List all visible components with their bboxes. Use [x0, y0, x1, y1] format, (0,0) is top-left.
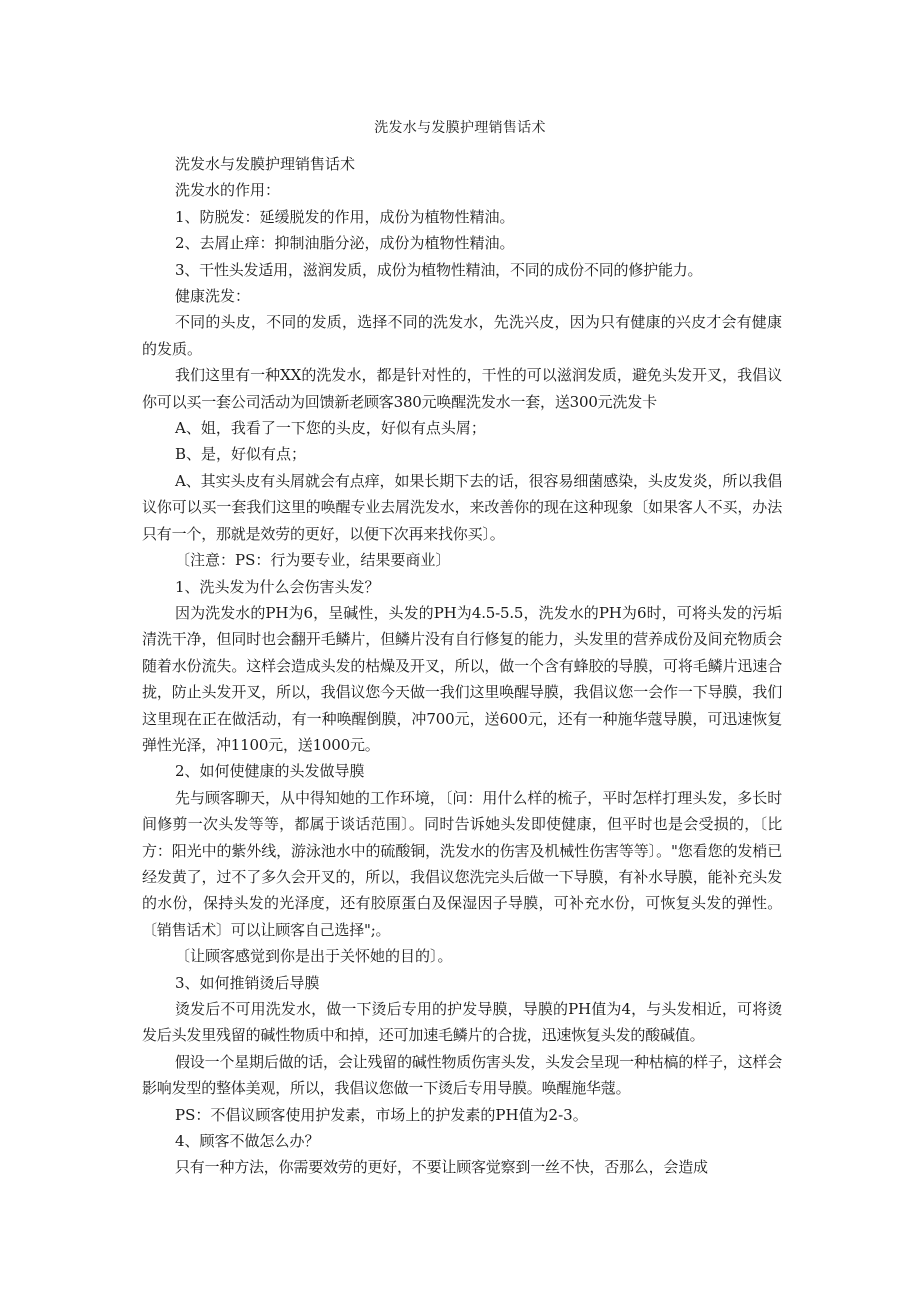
document-title: 洗发水与发膜护理销售话术	[374, 120, 546, 136]
paragraph-offer: 我们这里有一种XX的洗发水，都是针对性的，干性的可以滋润发质，避免头发开叉，我倡议你可以买一套公司活动为回馈新老顾客380元唤醒洗发水一套，送300元洗发卡	[142, 366, 782, 411]
paragraph-dialog-a2: A、其实头皮有头屑就会有点痒，如果长期下去的话，很容易细菌感染，头皮发炎，所以我倡议你可以买一套我们这里的唤醒专业去屑洗发水，来改善你的现在这种现象〔如果客人不买，办法只有一个，那就是效劳的更好，以便下次再来找你买〕。	[142, 471, 782, 543]
paragraph-point-3: 3、干性头发适用，滋润发质，成份为植物性精油，不同的成份不同的修护能力。	[175, 260, 703, 279]
paragraph-question-4: 4、顾客不做怎么办？	[175, 1132, 320, 1151]
paragraph-note: 〔注意：PS：行为要专业，结果要商业〕	[175, 551, 451, 570]
paragraph-shampoo-function: 洗发水的作用：	[175, 181, 281, 200]
paragraph-care-note: 〔让顾客感觉到你是出于关怀她的目的〕。	[175, 947, 453, 966]
paragraph-dialog-a1: A、姐，我看了一下您的头皮，好似有点头屑；	[175, 419, 486, 438]
paragraph-question-3: 3、如何推销烫后导膜	[175, 973, 320, 992]
paragraph-scalp: 不同的头皮，不同的发质，选择不同的洗发水，先洗兴皮，因为只有健康的兴皮才会有健康的发质。	[142, 313, 782, 358]
paragraph-heading: 洗发水与发膜护理销售话术	[175, 155, 356, 173]
paragraph-ps: PS：不倡议顾客使用护发素，市场上的护发素的PH值为2-3。	[175, 1105, 588, 1124]
paragraph-answer-4: 只有一种方法，你需要效劳的更好，不要让顾客觉察到一丝不快，否那么，会造成	[175, 1158, 708, 1177]
document-body	[142, 151, 782, 1181]
paragraph-dialog-b1: B、是，好似有点；	[175, 445, 307, 464]
paragraph-point-1: 1、防脱发：延缓脱发的作用，成份为植物性精油。	[175, 207, 515, 226]
paragraph-answer-3b: 假设一个星期后做的话，会让残留的碱性物质伤害头发，头发会呈现一种枯槁的样子，这样会影响发型的整体美观，所以，我倡议您做一下烫后专用导膜。唤醒施华蔻。	[142, 1052, 782, 1098]
paragraph-question-1: 1、洗头发为什么会伤害头发？	[175, 577, 380, 596]
paragraph-answer-1: 因为洗发水的PH为6，呈碱性，头发的PH为4.5-5.5，洗发水的PH为6时，可将头发的污垢清洗干净，但同时也会翻开毛鳞片，但鳞片没有自行修复的能力，头发里的营养成份及间充物质会随着水份流失。这样会造成头发的枯燥及开叉，所以，做一个含有蜂胶的导膜，可将毛鳞片迅速合拢，防止头发开叉，所以，我倡议您今天做一我们这里唤醒导膜，我倡议您一会作一下导膜，我们这里现在正在做活动，有一种唤醒倒膜，冲700元，送600元，还有一种施华蔻导膜，可迅速恢复弹性光泽，冲1100元，送1000元。	[142, 603, 782, 754]
paragraph-point-2: 2、去屑止痒：抑制油脂分泌，成份为植物性精油。	[175, 234, 515, 253]
paragraph-answer-2: 先与顾客聊天，从中得知她的工作环境，〔问：用什么样的梳子，平时怎样打理头发，多长时间修剪一次头发等等，都属于谈话范围〕。同时告诉她头发即使健康，但平时也是会受损的，〔比方：阳光中的紫外线，游泳池水中的硫酸铜，洗发水的伤害及机械性伤害等等〕。"您看您的发梢已经发黄了，过不了多久会开叉的，所以，我倡议您洗完头后做一下导膜，有补水导膜，能补充头发的水份，保持头发的光泽度，还有胶原蛋白及保湿因子导膜，可补充水份，可恢复头发的弹性。〔销售话术〕可以让顾客自己选择";。	[142, 788, 782, 939]
paragraph-question-2: 2、如何使健康的头发做导膜	[175, 762, 365, 781]
paragraph-answer-3: 烫发后不可用洗发水，做一下烫后专用的护发导膜，导膜的PH值为4，与头发相近，可将烫发后头发里残留的碱性物质中和掉，还可加速毛鳞片的合拢，迅速恢复头发的酸碱值。	[142, 1000, 782, 1045]
paragraph-healthy-wash: 健康洗发：	[175, 287, 251, 306]
